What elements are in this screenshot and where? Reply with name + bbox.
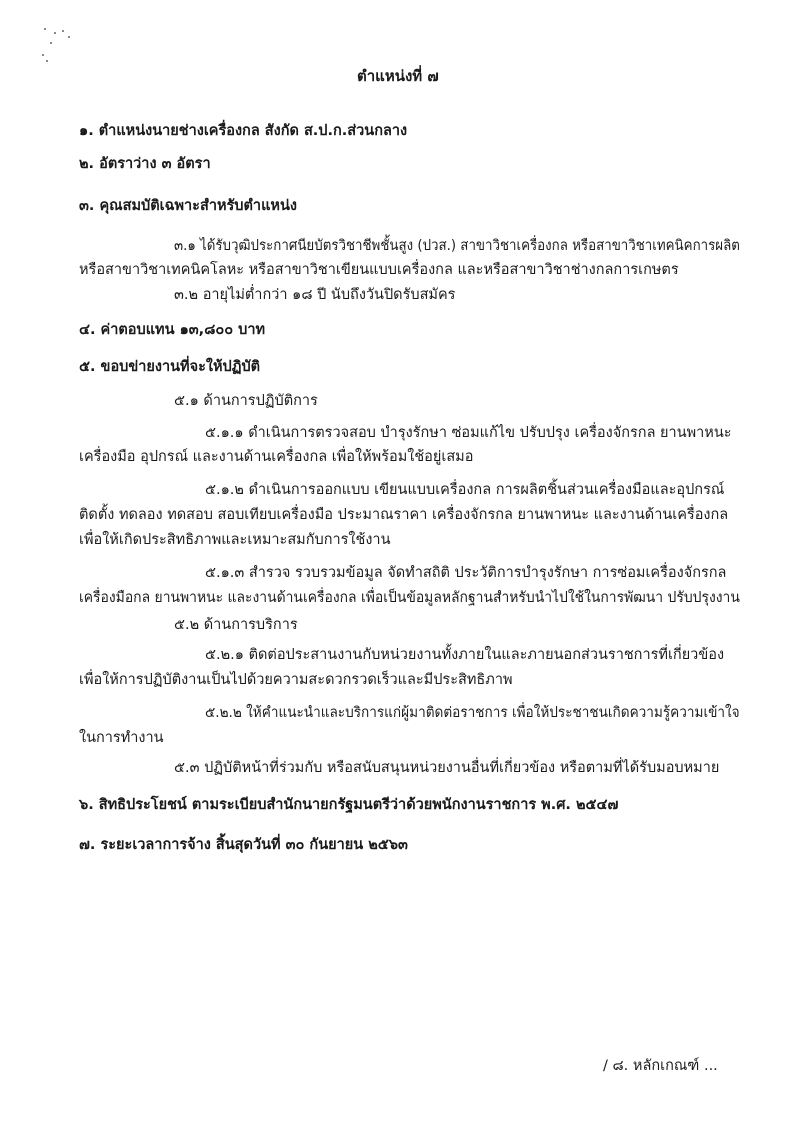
item-5-1-heading: ๕.๑ ด้านการปฏิบัติการ <box>174 393 318 409</box>
item-5-1-2-line-3: เพื่อให้เกิดประสิทธิภาพและเหมาะสมกับการใช้งาน <box>79 532 391 548</box>
page-title: ตำแหน่งที่ ๗ <box>357 67 439 85</box>
item-5-2-1-line-1: ๕.๒.๑ ติดต่อประสานงานกับหน่วยงานทั้งภายในและภายนอกส่วนราชการที่เกี่ยวข้อง <box>205 647 725 663</box>
item-2-vacancies: ๒. อัตราว่าง ๓ อัตรา <box>79 156 211 172</box>
item-7-employment-period: ๗. ระยะเวลาการจ้าง สิ้นสุดวันที่ ๓๐ กันยายน ๒๕๖๓ <box>79 837 408 853</box>
item-5-2-2-line-1: ๕.๒.๒ ให้คำแนะนำและบริการแก่ผู้มาติดต่อราชการ เพื่อให้ประชาชนเกิดความรู้ความเข้าใจ <box>205 705 740 721</box>
item-4-compensation: ๔. ค่าตอบแทน ๑๓,๘๐๐ บาท <box>79 322 266 338</box>
item-3-1-line-2: หรือสาขาวิชาเทคนิคโลหะ หรือสาขาวิชาเขียนแบบเครื่องกล และหรือสาขาวิชาช่างกลการเกษตร <box>79 262 679 278</box>
item-5-2-2-line-2: ในการทำงาน <box>79 730 164 746</box>
item-5-1-1-line-1: ๕.๑.๑ ดำเนินการตรวจสอบ บำรุงรักษา ซ่อมแก้ไข ปรับปรุง เครื่องจักรกล ยานพาหนะ <box>205 425 732 441</box>
item-3-heading: ๓. คุณสมบัติเฉพาะสำหรับตำแหน่ง <box>79 198 297 214</box>
item-5-heading: ๕. ขอบข่ายงานที่จะให้ปฏิบัติ <box>79 359 261 375</box>
item-1-position: ๑. ตำแหน่งนายช่างเครื่องกล สังกัด ส.ป.ก.ส่วนกลาง <box>79 123 408 139</box>
item-5-1-2-line-2: ติดตั้ง ทดลอง ทดสอบ สอบเทียบเครื่องมือ ประมาณราคา เครื่องจักรกล ยานพาหนะ และงานด้านเครื่องกล <box>79 507 729 523</box>
item-5-1-3-line-1: ๕.๑.๓ สำรวจ รวบรวมข้อมูล จัดทำสถิติ ประวัติการบำรุงรักษา การซ่อมเครื่องจักรกล <box>205 565 727 581</box>
item-6-benefits: ๖. สิทธิประโยชน์ ตามระเบียบสำนักนายกรัฐมนตรีว่าด้วยพนักงานราชการ พ.ศ. ๒๕๔๗ <box>79 797 619 813</box>
item-5-1-3-line-2: เครื่องมือกล ยานพาหนะ และงานด้านเครื่องกล เพื่อเป็นข้อมูลหลักฐานสำหรับนำไปใช้ในการพัฒนา ปรับปรุงงาน <box>79 590 740 606</box>
continued-footer: / ๘. หลักเกณฑ์ ... <box>603 1058 718 1074</box>
item-5-2-1-line-2: เพื่อให้การปฏิบัติงานเป็นไปด้วยความสะดวกรวดเร็วและมีประสิทธิภาพ <box>79 672 513 688</box>
item-3-1-line-1: ๓.๑ ได้รับวุฒิประกาศนียบัตรวิชาชีพชั้นสูง (ปวส.) สาขาวิชาเครื่องกล หรือสาขาวิชาเทคนิคการผลิต <box>174 238 740 254</box>
item-5-2-heading: ๕.๒ ด้านการบริการ <box>174 617 298 633</box>
item-5-1-1-line-2: เครื่องมือ อุปกรณ์ และงานด้านเครื่องกล เพื่อให้พร้อมใช้อยู่เสมอ <box>79 449 474 465</box>
item-3-2: ๓.๒ อายุไม่ต่ำกว่า ๑๘ ปี นับถึงวันปิดรับสมัคร <box>174 287 456 303</box>
scan-specks <box>40 26 80 66</box>
item-5-3: ๕.๓ ปฏิบัติหน้าที่ร่วมกับ หรือสนับสนุนหน่วยงานอื่นที่เกี่ยวข้อง หรือตามที่ได้รับมอบหมาย <box>174 760 720 776</box>
item-5-1-2-line-1: ๕.๑.๒ ดำเนินการออกแบบ เขียนแบบเครื่องกล การผลิตชิ้นส่วนเครื่องมือและอุปกรณ์ <box>205 482 725 498</box>
